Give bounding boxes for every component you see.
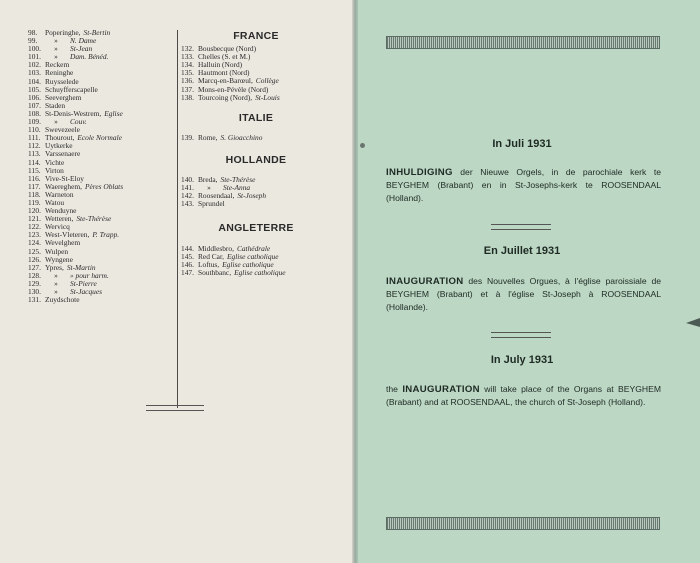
item-church: Eglise catholique (226, 251, 279, 261)
item-place: Halluin (Nord) (198, 60, 243, 70)
item-number: 113. (28, 149, 41, 159)
list-france (181, 45, 331, 102)
item-number: 140. (181, 175, 194, 185)
item-place: Reckem (45, 60, 70, 70)
item-place: Vichte (45, 157, 65, 167)
item-number: 106. (28, 92, 41, 102)
item-place: Watou (45, 197, 65, 207)
item-place: Red Car, (198, 251, 224, 261)
item-church: St-Joseph (237, 191, 267, 201)
bottom-ornament-band (386, 517, 660, 530)
lead-french: INAUGURATION (386, 276, 464, 287)
item-place: Virton (45, 165, 64, 175)
item-place: Zuydschote (45, 295, 80, 305)
item-number: 108. (28, 108, 41, 118)
item-place: Marcq-en-Barœul, (198, 76, 253, 86)
item-number: 135. (181, 68, 194, 78)
heading-french: En Juillet 1931 (483, 245, 561, 257)
item-number: 104. (28, 76, 41, 86)
item-place: Sprundel (198, 199, 225, 209)
item-place: Wervicq (45, 222, 70, 232)
ditto-mark: » (54, 278, 58, 288)
list-item (28, 272, 176, 280)
item-number: 111. (28, 133, 41, 143)
list-item (181, 269, 331, 277)
item-number: 126. (28, 254, 41, 264)
list-hollande (181, 176, 331, 208)
item-number: 139. (181, 132, 194, 142)
country-heading-hollande: HOLLANDE (225, 153, 287, 166)
item-number: 105. (28, 84, 41, 94)
paragraph-english (386, 383, 661, 409)
item-number: 103. (28, 68, 41, 78)
item-church: N. Dame (70, 36, 97, 46)
item-number: 110. (28, 125, 41, 135)
item-church: St-Jean (70, 44, 93, 54)
heading-english: In July 1931 (490, 354, 554, 366)
list-item (181, 94, 331, 102)
country-heading-italie: ITALIE (238, 111, 274, 124)
item-number: 127. (28, 262, 41, 272)
item-church: Pères Oblats (84, 181, 124, 191)
item-place: Rome, (198, 132, 218, 142)
item-number: 100. (28, 44, 41, 54)
list-item (28, 296, 176, 304)
item-church: P. Trapp. (92, 230, 120, 240)
item-number: 129. (28, 278, 41, 288)
item-church: Eglise catholique (234, 267, 286, 277)
column-divider (177, 30, 178, 408)
item-number: 114. (28, 157, 41, 167)
item-church: St-Jacques (70, 287, 103, 296)
item-place: Bousbecque (Nord) (198, 44, 257, 54)
list-item (28, 29, 176, 37)
pre-english: the (386, 384, 403, 394)
item-place: Hautmont (Nord) (198, 68, 250, 78)
ditto-mark: » (207, 183, 211, 193)
item-number: 128. (28, 270, 41, 280)
item-place: Wevelghem (45, 238, 81, 248)
item-place: Wyngene (45, 254, 73, 264)
ditto-mark: » (54, 270, 58, 280)
item-church: Eglise (104, 108, 123, 118)
item-place: Schuyfferscapelle (45, 84, 98, 94)
ditto-mark: » (54, 52, 58, 62)
item-church: St-Louis (255, 92, 280, 102)
item-place: Warneton (45, 189, 74, 199)
item-place: Varssenaere (45, 149, 81, 159)
item-church: St-Pierre (70, 278, 97, 288)
item-place: Breda, (198, 175, 218, 185)
item-number: 120. (28, 206, 41, 216)
ditto-mark: » (54, 117, 58, 127)
divider-dutch (491, 224, 551, 230)
lead-english: INAUGURATION (402, 384, 480, 395)
item-number: 137. (181, 84, 194, 94)
item-number: 130. (28, 287, 41, 296)
item-number: 136. (181, 76, 194, 86)
item-number: 138. (181, 92, 194, 102)
item-church: » pour harm. (70, 270, 109, 280)
item-place: Wulpen (45, 246, 69, 256)
item-church: Collège (255, 76, 279, 86)
paragraph-dutch (386, 166, 661, 204)
item-place: Middlesbro, (198, 243, 234, 253)
item-place: Uytkerke (45, 141, 73, 151)
item-number: 147. (181, 267, 194, 277)
item-number: 132. (181, 44, 194, 54)
list-angleterre (181, 245, 331, 277)
item-place: Chelles (S. et M.) (198, 52, 251, 62)
item-number: 145. (181, 251, 194, 261)
item-number: 124. (28, 238, 41, 248)
list-item (28, 37, 176, 45)
item-place: Roosendaal, (198, 191, 235, 201)
item-number: 143. (181, 199, 194, 209)
item-church: St-Martin (66, 262, 96, 272)
item-place: Loftus, (198, 259, 220, 269)
item-number: 118. (28, 189, 41, 199)
item-number: 115. (28, 165, 41, 175)
item-church: Ste-Thérèse (220, 175, 256, 185)
item-place: Ruysselede (45, 76, 79, 86)
body-english: will take place of the Organs at BEYGHEM (Brabant) and at ROOSENDAAL, the church of St-Joseph (Holland). (386, 384, 661, 408)
list-item (28, 110, 176, 118)
item-church: St-Bertin (83, 28, 111, 37)
item-church: Couv. (70, 117, 87, 127)
item-number: 121. (28, 214, 41, 224)
country-heading-angleterre: ANGLETERRE (218, 222, 294, 235)
item-place: St-Denis-Westrem, (45, 108, 102, 118)
item-church: Eglise catholique (222, 259, 274, 269)
country-heading-france: FRANCE (233, 30, 279, 42)
item-place: Wetteren, (45, 214, 74, 224)
item-number: 144. (181, 243, 194, 253)
item-place: Poperinghe, (45, 28, 81, 37)
item-number: 146. (181, 259, 194, 269)
ditto-mark: » (54, 44, 58, 54)
item-church: Ecole Normale (77, 133, 122, 143)
item-number: 98. (28, 28, 38, 37)
heading-dutch: In Juli 1931 (492, 138, 552, 150)
item-number: 142. (181, 191, 194, 201)
organ-list-belgium (28, 29, 176, 304)
item-number: 141. (181, 183, 194, 193)
item-place: Swevezeele (45, 125, 80, 135)
item-place: Waereghem, (45, 181, 82, 191)
paragraph-french (386, 275, 661, 313)
item-place: Thourout, (45, 133, 75, 143)
item-church: Cathédrale (236, 243, 271, 253)
list-item (181, 200, 331, 208)
item-place: Seeverghem (45, 92, 82, 102)
ditto-mark: » (54, 287, 58, 296)
item-number: 125. (28, 246, 41, 256)
item-number: 119. (28, 197, 41, 207)
item-number: 116. (28, 173, 41, 183)
item-place: Vive-St-Eloy (45, 173, 84, 183)
organ-list-abroad (181, 29, 331, 277)
item-place: West-Vleteren, (45, 230, 90, 240)
list-item (28, 280, 176, 288)
item-place: Mons-en-Pévèle (Nord) (198, 84, 269, 94)
item-place: Ypres, (45, 262, 64, 272)
item-place: Reninghe (45, 68, 74, 78)
punch-mark (360, 143, 365, 148)
item-number: 133. (181, 52, 194, 62)
body-french: des Nouvelles Orgues, à l'église paroissiale de BEYGHEM (Brabant) et à l'église St-Joseph à ROOSENDAAL (Hollande). (386, 276, 661, 312)
item-number: 117. (28, 181, 41, 191)
item-number: 122. (28, 222, 41, 232)
item-number: 107. (28, 100, 41, 110)
item-church: S. Gioacchino (220, 132, 263, 142)
item-number: 123. (28, 230, 41, 240)
item-number: 99. (28, 36, 38, 46)
item-church: Ste-Anna (223, 183, 251, 193)
list-item (181, 134, 331, 142)
item-number: 131. (28, 295, 41, 305)
item-number: 101. (28, 52, 41, 62)
item-place: Southbanc, (198, 267, 232, 277)
double-rule-divider (146, 405, 204, 411)
lead-dutch: INHULDIGING (386, 167, 453, 178)
item-place: Tourcoing (Nord), (198, 92, 253, 102)
list-item (181, 176, 331, 184)
list-italie (181, 134, 331, 142)
top-ornament-band (386, 36, 660, 49)
item-church: Ste-Thérèse (76, 214, 112, 224)
item-number: 134. (181, 60, 194, 70)
item-number: 109. (28, 117, 41, 127)
divider-french (491, 332, 551, 338)
item-place: Wenduyne (45, 206, 77, 216)
item-number: 112. (28, 141, 41, 151)
item-church: Dam. Bénéd. (70, 52, 109, 62)
body-dutch: der Nieuwe Orgels, in de parochiale kerk te BEYGHEM (Brabant) en in St-Josephs-kerk te ROOSENDAAL (Holland). (386, 167, 661, 203)
item-place: Staden (45, 100, 66, 110)
item-number: 102. (28, 60, 41, 70)
ditto-mark: » (54, 36, 58, 46)
page-fold (352, 0, 358, 563)
